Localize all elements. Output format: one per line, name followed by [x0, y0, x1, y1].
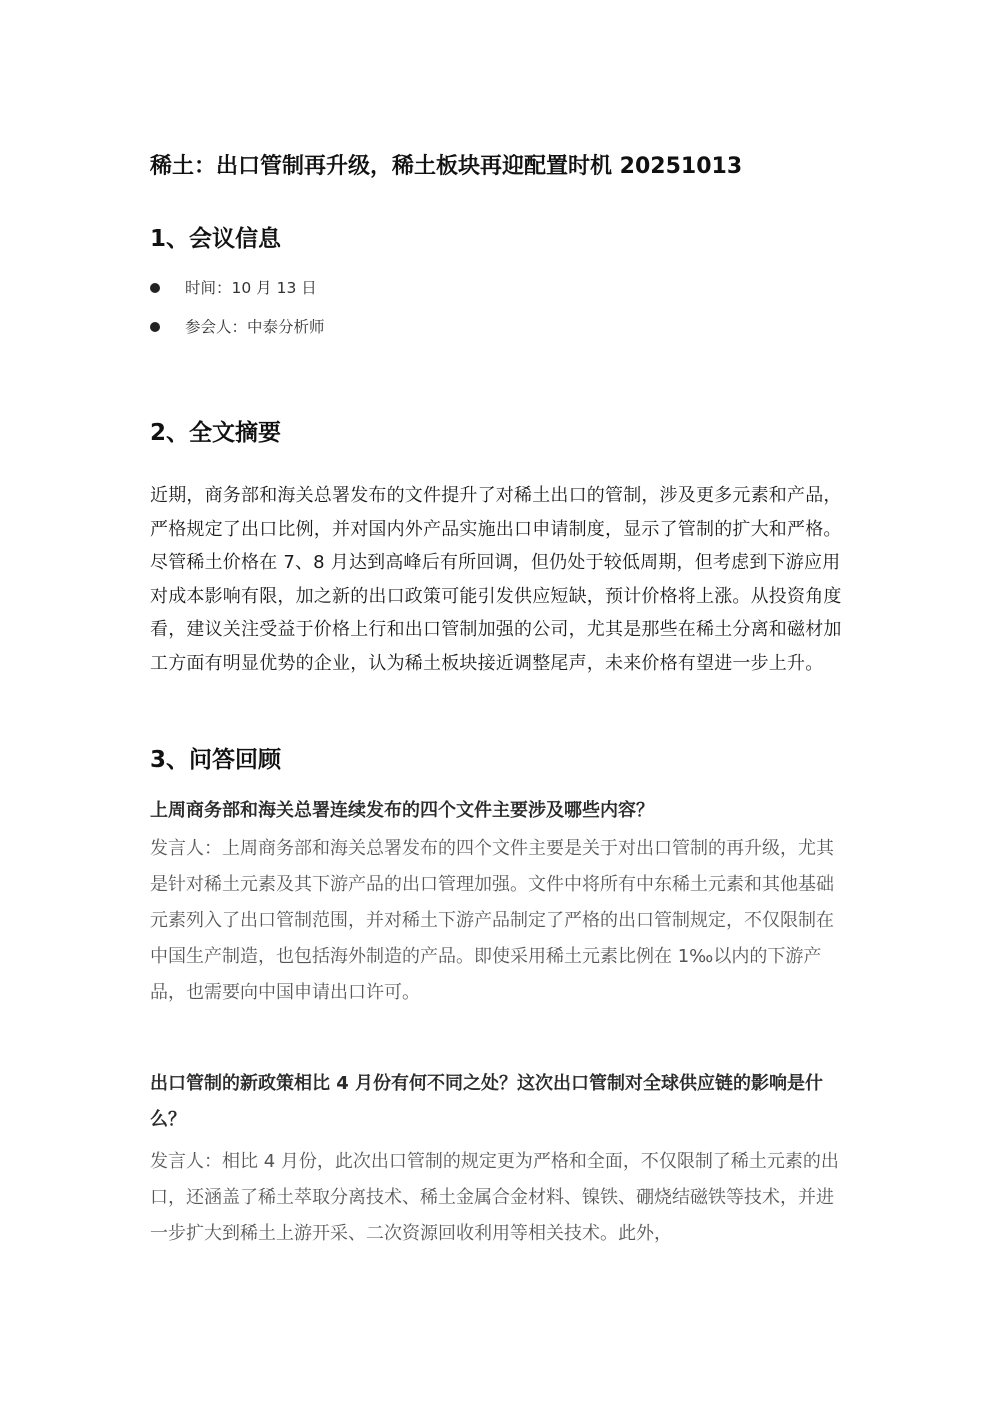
section-heading-summary: 2、全文摘要 [150, 420, 282, 446]
section-heading-qa: 3、问答回顾 [150, 747, 282, 773]
meeting-attendees-text: 参会人：中泰分析师 [185, 318, 325, 336]
qa-answer-1: 发言人：上周商务部和海关总署发布的四个文件主要是关于对出口管制的再升级，尤其是针对稀土元素及其下游产品的出口管理加强。文件中将所有中东稀土元素和其他基础元素列入了出口管制范围，并对稀土下游产品制定了严格的出口管制规定，不仅限制在中国生产制造，也包括海外制造的产品。即使采用稀土元素比例在 1‰以内的下游产品，也需要向中国申请出口许可。 [150, 838, 834, 1003]
section-heading-meeting-info: 1、会议信息 [150, 226, 282, 252]
qa-answer-2: 发言人：相比 4 月份，此次出口管制的规定更为严格和全面，不仅限制了稀土元素的出口，还涵盖了稀土萃取分离技术、稀土金属合金材料、镍铁、硼烧结磁铁等技术，并进一步扩大到稀土上游开采、二次资源回收利用等相关技术。此外， [150, 1151, 839, 1244]
document-title: 稀土：出口管制再升级，稀土板块再迎配置时机 20251013 [150, 154, 743, 179]
qa-question-2: 出口管制的新政策相比 4 月份有何不同之处？这次出口管制对全球供应链的影响是什么？ [150, 1073, 824, 1130]
summary-paragraph: 近期，商务部和海关总署发布的文件提升了对稀土出口的管制，涉及更多元素和产品，严格规定了出口比例，并对国内外产品实施出口申请制度，显示了管制的扩大和严格。尽管稀土价格在 7、8 月达到高峰后有所回调，但仍处于较低周期，但考虑到下游应用对成本影响有限，加之新的出口政策可能引发供应短缺，预计价格将上涨。从投资角度看，建议关注受益于价格上行和出口管制加强的公司，尤其是那些在稀土分离和磁材加工方面有明显优势的企业，认为稀土板块接近调整尾声，未来价格有望进一步上升。 [150, 485, 842, 674]
list-item-time [150, 276, 850, 300]
qa-question-1: 上周商务部和海关总署连续发布的四个文件主要涉及哪些内容？ [150, 800, 654, 821]
bullet-icon [150, 283, 160, 293]
list-item-attendees [150, 315, 850, 339]
meeting-time-text: 时间：10 月 13 日 [185, 279, 317, 297]
bullet-icon [150, 322, 160, 332]
